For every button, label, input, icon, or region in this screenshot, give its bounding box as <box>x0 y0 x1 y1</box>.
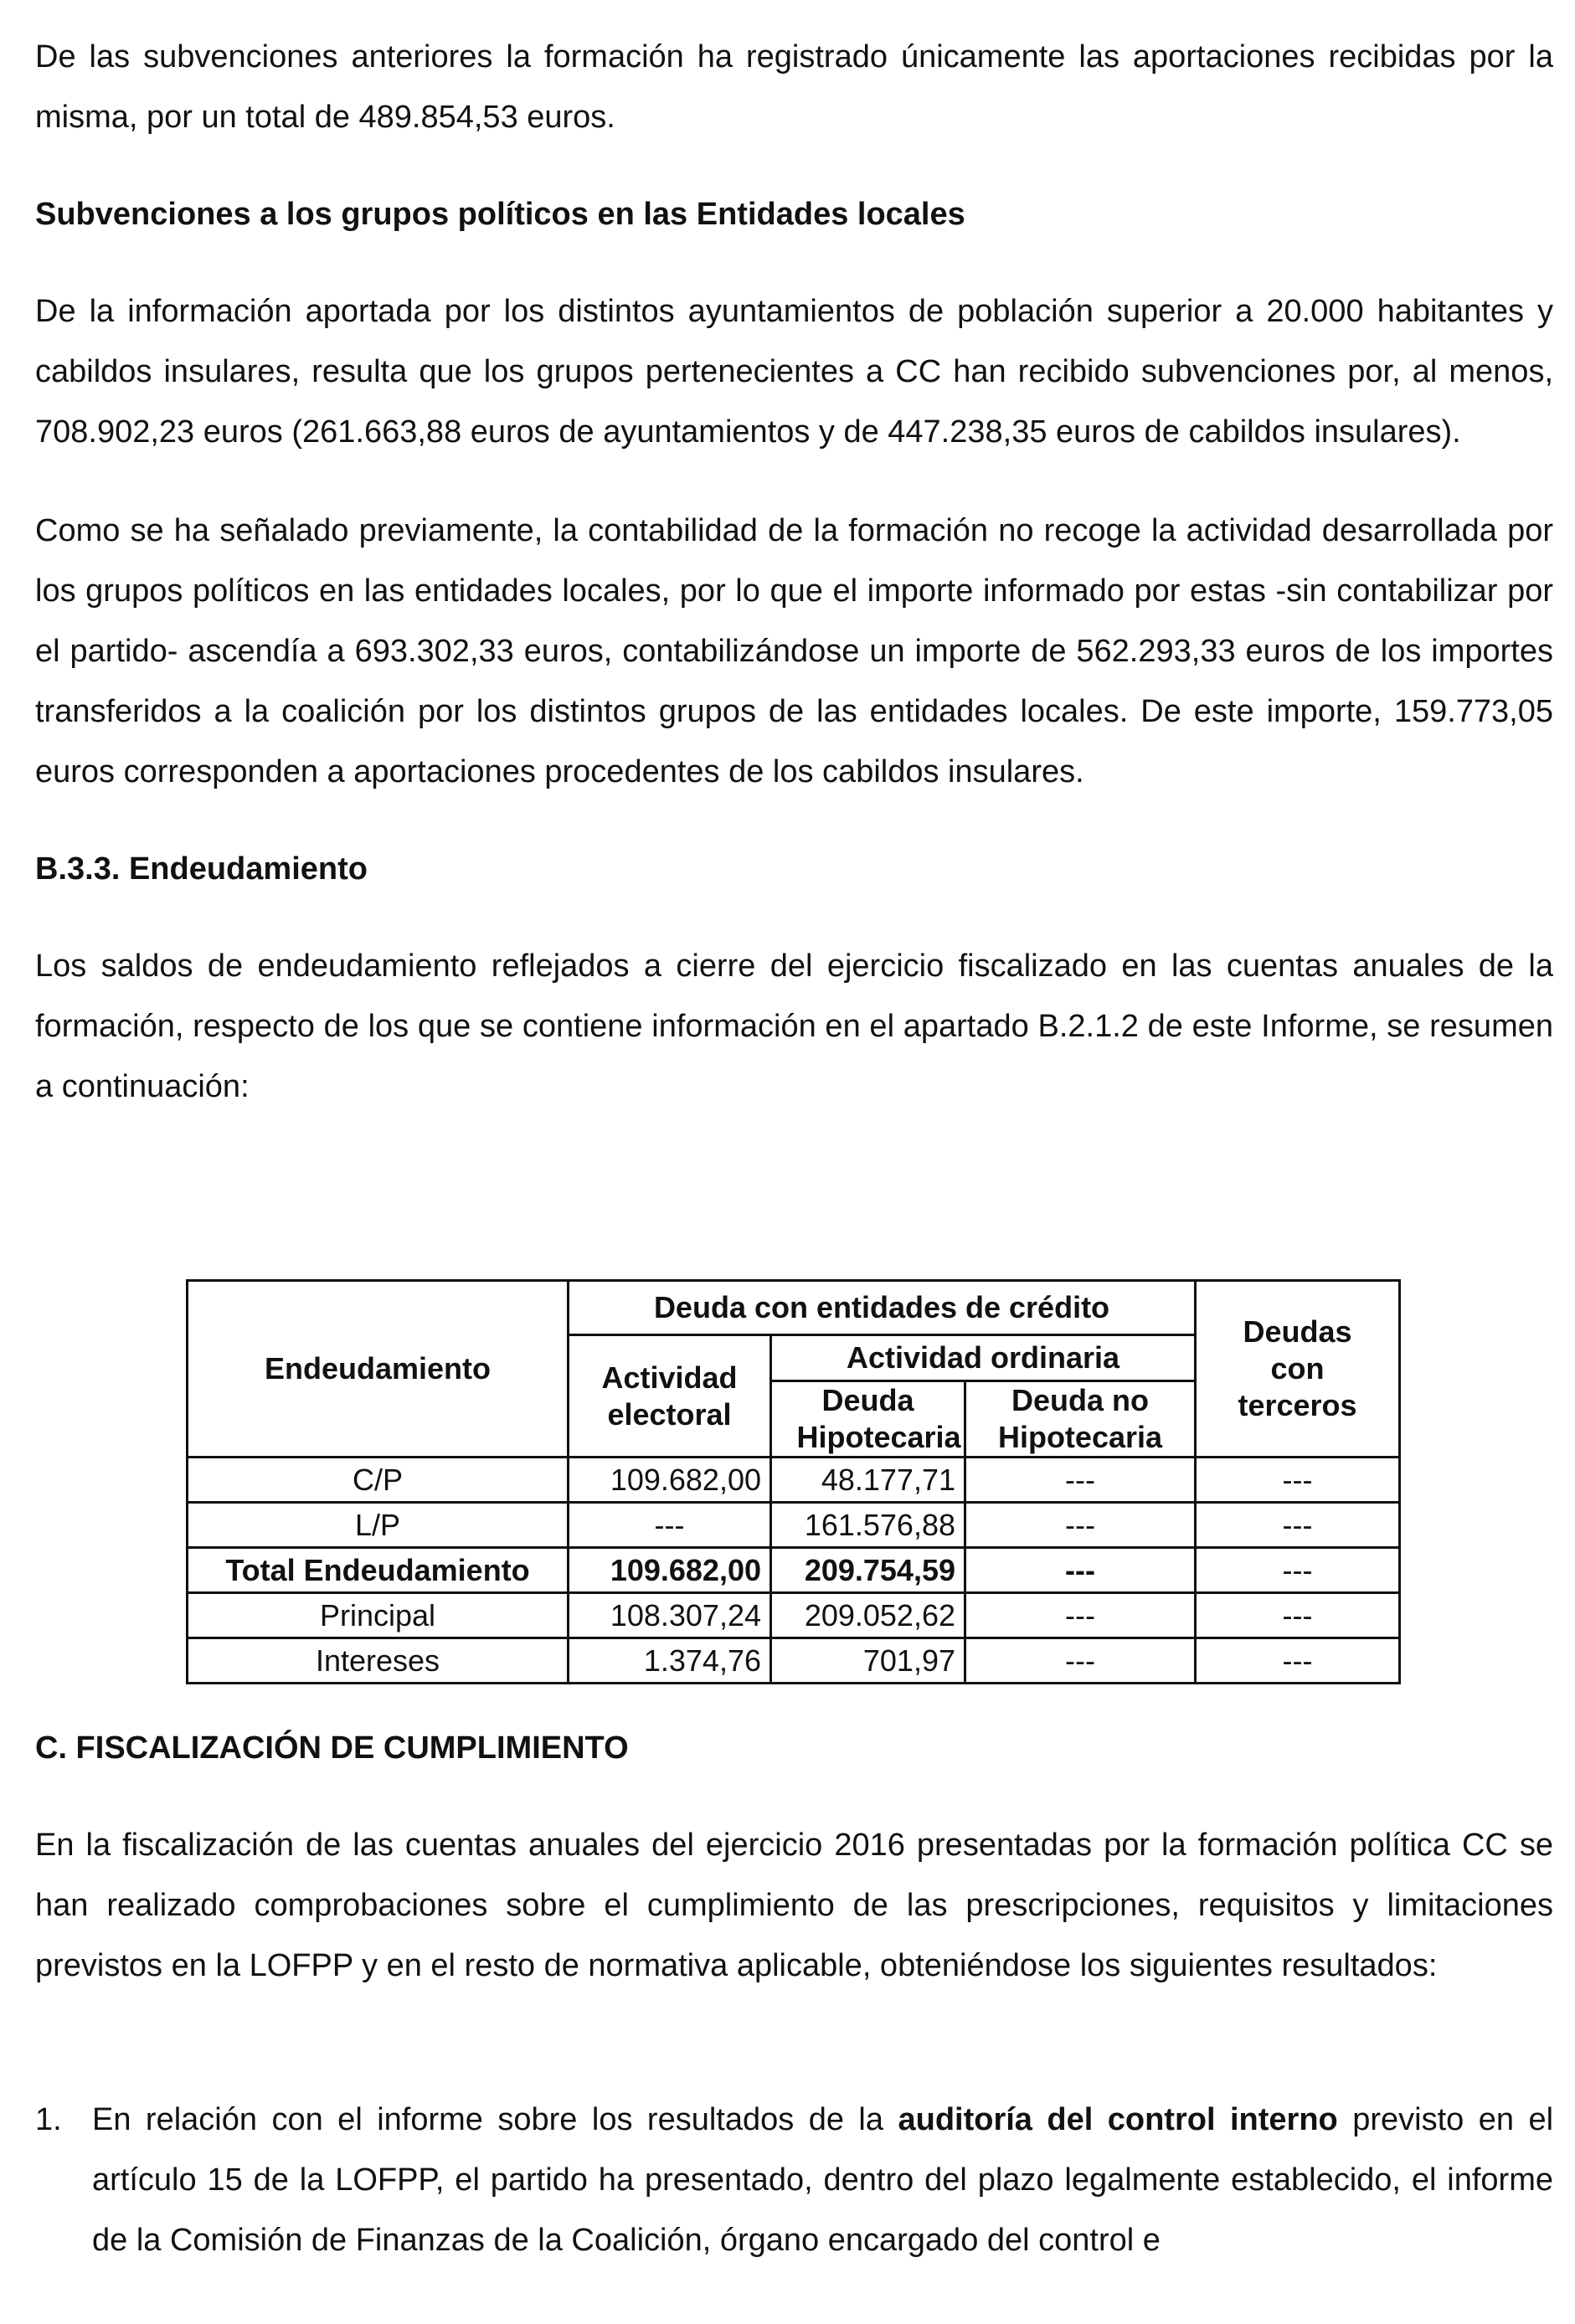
debt-table <box>186 1279 1401 1684</box>
table-row <box>188 1593 1400 1638</box>
table-row <box>188 1503 1400 1548</box>
cell-deuda-no-hipotecaria: --- <box>965 1503 1196 1548</box>
heading-fiscalizacion-cumplimiento: C. FISCALIZACIÓN DE CUMPLIMIENTO <box>35 1730 629 1766</box>
document-body <box>35 27 1553 1117</box>
header-endeudamiento: Endeudamiento <box>188 1281 569 1458</box>
paragraph-informacion-ayuntamientos: De la información aportada por los distintos ayuntamientos de población superior a 20.000 habitantes y cabildos insulares, resulta que los grupos pertenecientes a CC han recibido subvenciones por, al menos, 708.902,23 euros (261.663,88 euros de ayuntamientos y de 447.238,35 euros de cabildos insulares). <box>35 294 1553 450</box>
cell-deudas-terceros: --- <box>1196 1458 1400 1503</box>
header-actividad-ordinaria: Actividad ordinaria <box>771 1335 1196 1381</box>
row-label: Total Endeudamiento <box>188 1548 569 1593</box>
table-row-total <box>188 1548 1400 1593</box>
list-number: 1. <box>35 2102 62 2137</box>
paragraph-contabilidad-grupos: Como se ha señalado previamente, la contabilidad de la formación no recoge la actividad desarrollada por los grupos políticos en las entidades locales, por lo que el importe informado por estas -sin contabilizar por el partido- ascendía a 693.302,33 euros, contabilizándose un importe de 562.293,33 euros de los importes transferidos a la coalición por los distintos grupos de las entidades locales. De este importe, 159.773,05 euros corresponden a aportaciones procedentes de los cabildos insulares. <box>35 513 1553 789</box>
paragraph-subvenciones-registradas: De las subvenciones anteriores la formación ha registrado únicamente las aportaciones recibidas por la misma, por un total de 489.854,53 euros. <box>35 39 1553 135</box>
cell-deuda-no-hipotecaria: --- <box>965 1458 1196 1503</box>
cell-actividad-electoral: 108.307,24 <box>569 1593 771 1638</box>
heading-endeudamiento: B.3.3. Endeudamiento <box>35 851 368 887</box>
header-actividad-electoral: Actividad electoral <box>569 1335 771 1458</box>
row-label: L/P <box>188 1503 569 1548</box>
cell-deuda-hipotecaria: 209.754,59 <box>771 1548 965 1593</box>
cell-deuda-no-hipotecaria: --- <box>965 1593 1196 1638</box>
table-row <box>188 1458 1400 1503</box>
cell-deudas-terceros: --- <box>1196 1638 1400 1684</box>
cell-deudas-terceros: --- <box>1196 1548 1400 1593</box>
header-deuda-entidades-credito: Deuda con entidades de crédito <box>569 1281 1196 1335</box>
list-item-text: En relación con el informe sobre los resultados de la auditoría del control interno previsto en el artículo 15 de la LOFPP, el partido ha presentado, dentro del plazo legalmente establecido, el informe de la Comisión de Finanzas de la Coalición, órgano encargado del control e <box>92 2102 1554 2258</box>
section-c <box>35 1718 1553 1996</box>
paragraph-saldos-endeudamiento: Los saldos de endeudamiento reflejados a cierre del ejercicio fiscalizado en las cuentas anuales de la formación, respecto de los que se contiene información en el apartado B.2.1.2 de este Informe, se resumen a continuación: <box>35 949 1553 1104</box>
bold-auditoria-control-interno: auditoría del control interno <box>898 2102 1338 2137</box>
cell-deuda-hipotecaria: 161.576,88 <box>771 1503 965 1548</box>
row-label: Principal <box>188 1593 569 1638</box>
cell-actividad-electoral: 1.374,76 <box>569 1638 771 1684</box>
list-item <box>35 2090 1553 2270</box>
header-deudas-terceros: Deudas con terceros <box>1196 1281 1400 1458</box>
cell-deudas-terceros: --- <box>1196 1593 1400 1638</box>
heading-subvenciones-entidades-locales: Subvenciones a los grupos políticos en las Entidades locales <box>35 197 965 232</box>
paragraph-fiscalizacion-cuentas: En la fiscalización de las cuentas anuales del ejercicio 2016 presentadas por la formación política CC se han realizado comprobaciones sobre el cumplimiento de las prescripciones, requisitos y limitaciones previstos en la LOFPP y en el resto de normativa aplicable, obteniéndose los siguientes resultados: <box>35 1828 1553 1983</box>
cell-deuda-no-hipotecaria: --- <box>965 1548 1196 1593</box>
row-label: Intereses <box>188 1638 569 1684</box>
header-deuda-hipotecaria: Deuda Hipotecaria <box>771 1381 965 1458</box>
cell-actividad-electoral: 109.682,00 <box>569 1548 771 1593</box>
cell-deuda-no-hipotecaria: --- <box>965 1638 1196 1684</box>
cell-deuda-hipotecaria: 209.052,62 <box>771 1593 965 1638</box>
header-deuda-no-hipotecaria: Deuda no Hipotecaria <box>965 1381 1196 1458</box>
cell-deudas-terceros: --- <box>1196 1503 1400 1548</box>
table-row <box>188 1638 1400 1684</box>
cell-actividad-electoral: 109.682,00 <box>569 1458 771 1503</box>
row-label: C/P <box>188 1458 569 1503</box>
cell-deuda-hipotecaria: 48.177,71 <box>771 1458 965 1503</box>
cell-actividad-electoral: --- <box>569 1503 771 1548</box>
cell-deuda-hipotecaria: 701,97 <box>771 1638 965 1684</box>
